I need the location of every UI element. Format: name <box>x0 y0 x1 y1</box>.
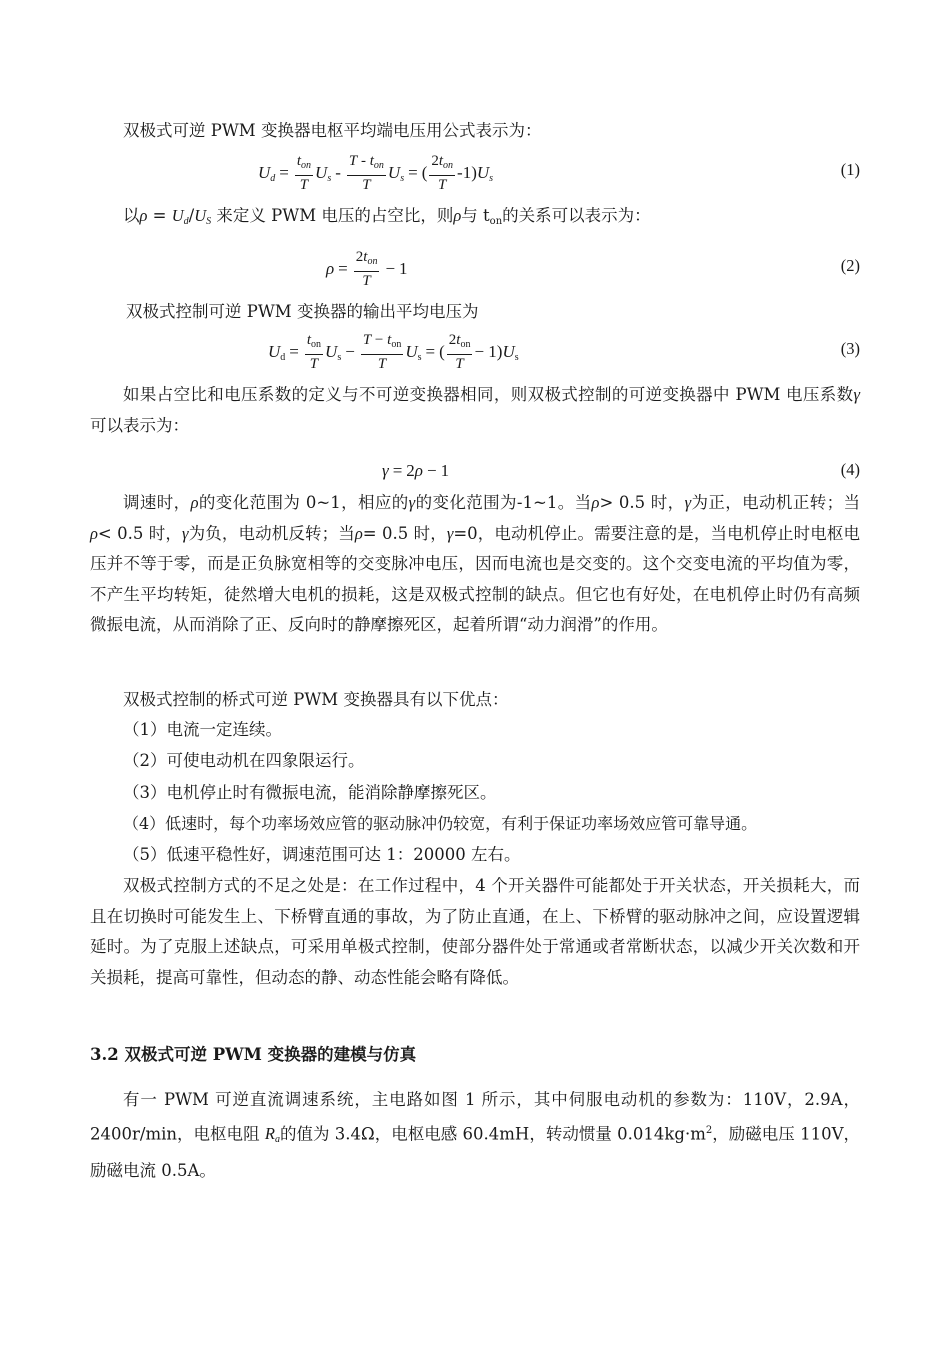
advantage-item: （3）电机停止时有微振电流，能消除静摩擦死区。 <box>123 783 497 802</box>
equation-4: γ = 2 ρ − 1 (4) <box>382 460 860 480</box>
paragraph-speed-regulation: 调速时，ρ的变化范围为 0~1，相应的γ的变化范围为-1~1。当ρ> 0.5 时，γ为正，电动机正转；当ρ< 0.5 时，γ为负，电动机反转；当ρ= 0.5 时，γ=0，电动机停止。需要注意的是，当电机停止时电枢电压并不等于零，而是正负脉宽相等的交变脉冲电压，因而电流也是交变的。这个交变电流的平均值为零，不产生平均转矩，徒然增大电机的损耗，这是双极式控制的缺点。但它也有好处，在电机停止时仍有高频微振电流，从而消除了正、反向时的静摩擦死区，起着所谓“动力润滑”的作用。 <box>90 493 861 634</box>
paragraph-advantages-intro: 双极式控制的桥式可逆 PWM 变换器具有以下优点： <box>123 690 509 709</box>
equation-1: $U_d$ = $\frac{t_{on}}{T}$ $U_s$ - $\frac{T - t_{on}}{T}$ $U_s$ = ( $\frac{2t_{on}}{T}$ -1) $U_s$ (1) <box>258 153 860 193</box>
equation-number: (2) <box>840 256 860 275</box>
equation-3: $U_d$ = $\frac{t_{on}}{T}$ $U_s$ − $\frac{T - t_{on}}{T}$ $U_s$ = ( $\frac{2t_{on}}{T}$ − 1) $U_s$ (3) <box>268 332 860 372</box>
advantage-item: （2）可使电动机在四象限运行。 <box>123 751 365 770</box>
equation-number: (1) <box>840 160 860 179</box>
advantage-item: （1）电流一定连续。 <box>123 720 282 739</box>
equation-number: (4) <box>840 460 860 479</box>
paragraph-system-parameters: 有一 PWM 可逆直流调速系统，主电路如图 1 所示，其中伺服电动机的参数为：110V，2.9A，2400r/min，电枢电阻 $R_a$的值为 3.4Ω，电枢电感 60.4mH，转动惯量 $0.014kg\cdot m^2$，励磁电压 110V，励磁电流 0.5A。 <box>90 1090 860 1180</box>
paragraph-duty-ratio: 以$\rho = U_d/U_S$ 来定义 PWM 电压的占空比，则ρ与 $t_{on}$的关系可以表示为： <box>123 206 651 227</box>
paragraph-intro: 双极式可逆 PWM 变换器电枢平均端电压用公式表示为： <box>123 121 542 140</box>
advantage-item: （5）低速平稳性好，调速范围可达 1：20000 左右。 <box>123 845 521 864</box>
section-heading: 3.2 双极式可逆 PWM 变换器的建模与仿真 <box>90 1045 417 1064</box>
equation-number: (3) <box>840 339 860 358</box>
paragraph-output-voltage: 双极式控制可逆 PWM 变换器的输出平均电压为 <box>126 302 479 321</box>
equation-2: ρ = $\frac{2t_{on}}{T}$ − 1 (2) <box>326 249 860 289</box>
paragraph-voltage-coefficient: 如果占空比和电压系数的定义与不可逆变换器相同，则双极式控制的可逆变换器中 PWM 电压系数γ可以表示为： <box>90 385 860 435</box>
advantage-item: （4）低速时，每个功率场效应管的驱动脉冲仍较宽，有利于保证功率场效应管可靠导通。 <box>123 814 758 833</box>
paragraph-disadvantages: 双极式控制方式的不足之处是：在工作过程中，4 个开关器件可能都处于开关状态，开关损耗大，而且在切换时可能发生上、下桥臂直通的事故，为了防止直通，在上、下桥臂的驱动脉冲之间，应设置逻辑延时。为了克服上述缺点，可采用单极式控制，使部分器件处于常通或者常断状态，以减少开关次数和开关损耗，提高可靠性，但动态的静、动态性能会略有降低。 <box>90 876 860 987</box>
